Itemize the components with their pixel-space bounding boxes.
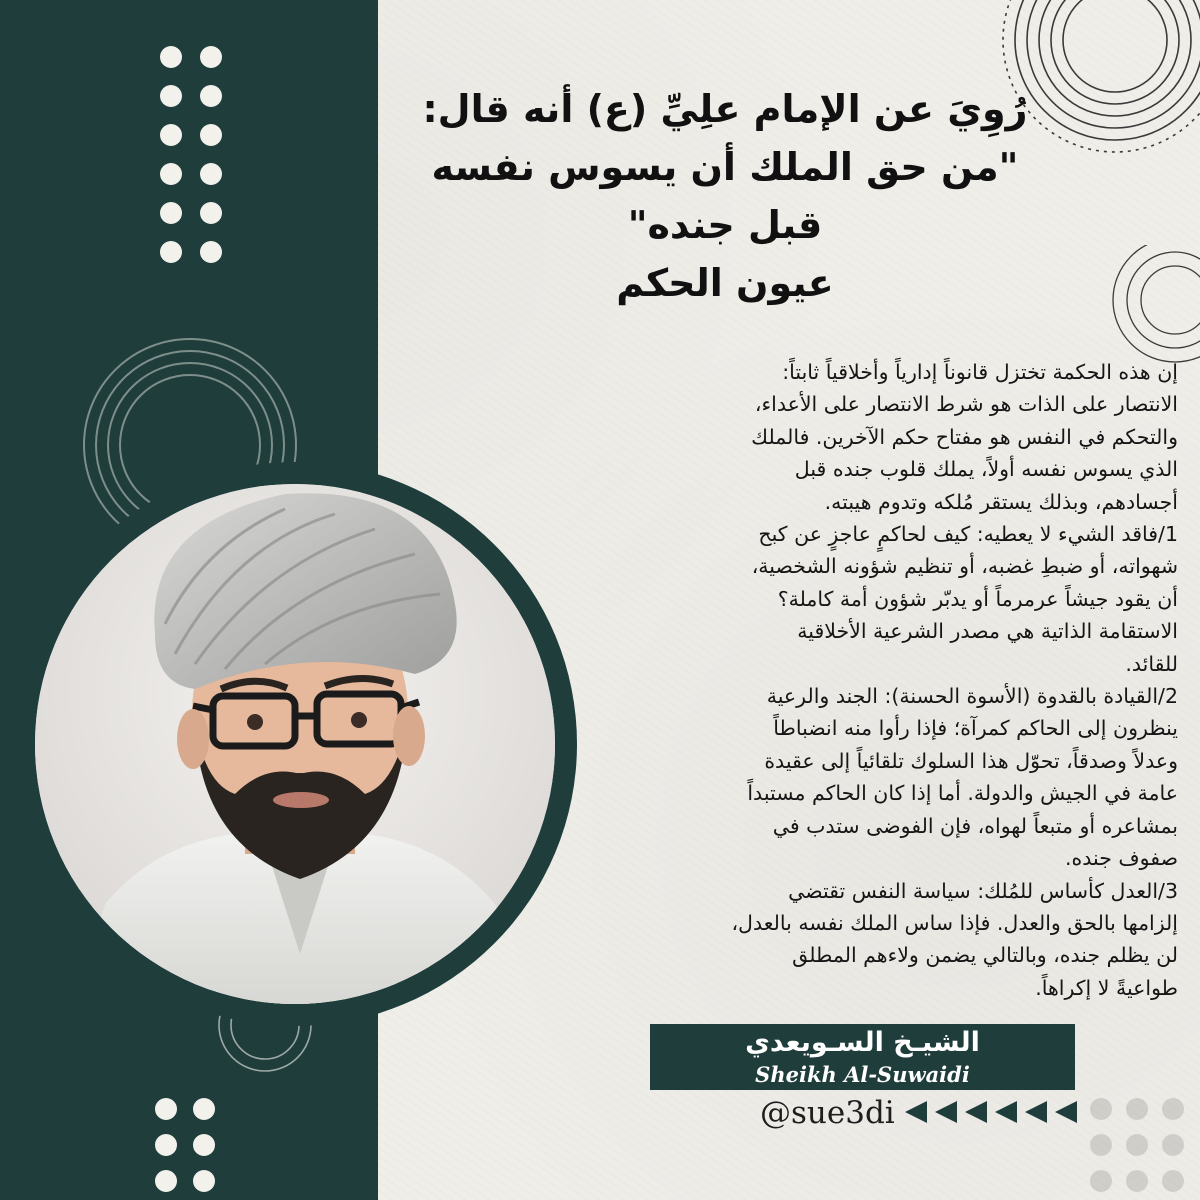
body-line: 2/القيادة بالقدوة (الأسوة الحسنة): الجند والرعية [766, 684, 1178, 709]
signature-box [650, 1024, 1075, 1090]
dot-grid-top [160, 46, 240, 266]
heading-line-4: عيون الحكم [616, 261, 834, 305]
body-line: صفوف جنده. [1064, 846, 1178, 871]
dot [200, 202, 222, 224]
dot [200, 46, 222, 68]
dot [1162, 1170, 1184, 1192]
arrow-row [905, 1097, 1080, 1127]
heading-line-3: قبل جنده" [627, 203, 823, 247]
dot-grid-bottom [155, 1098, 225, 1200]
dot [160, 46, 182, 68]
dot [160, 241, 182, 263]
body-line: شهواته، أو ضبطِ غضبه، أو تنظيم شؤونه الشخصية، [751, 554, 1178, 579]
dot [1090, 1170, 1112, 1192]
dot [160, 124, 182, 146]
dot [1126, 1134, 1148, 1156]
body-line: الذي يسوس نفسه أولاً، يملك قلوب جنده قبل [794, 457, 1178, 482]
dot [193, 1098, 215, 1120]
body-line: أجسادهم، وبذلك يستقر مُلكه وتدوم هيبته. [824, 489, 1178, 514]
body-line: إن هذه الحكمة تختزل قانوناً إدارياً وأخلاقياً ثابتاً: [782, 360, 1178, 384]
faint-dot-grid [1090, 1098, 1200, 1200]
dot [1090, 1098, 1112, 1120]
signature-english: Sheikh Al-Suwaidi [755, 1062, 970, 1087]
dot [193, 1134, 215, 1156]
portrait-frame [13, 462, 577, 1026]
dot [1090, 1134, 1112, 1156]
dot [200, 241, 222, 263]
heading-line-2: "من حق الملك أن يسوس نفسه [431, 145, 1019, 189]
dot [160, 163, 182, 185]
dot [200, 85, 222, 107]
body-line: لن يظلم جنده، وبالتالي يضمن ولاءهم المطلق [792, 943, 1178, 968]
left-triangle-icon [995, 1101, 1017, 1123]
body-line: والتحكم في النفس هو مفتاح حكم الآخرين. فالملك [751, 424, 1178, 449]
heading-line-1: رُوِيَ عن الإمام علِيِّ (ع) أنه قال: [422, 87, 1028, 131]
body-text [578, 356, 1178, 1004]
social-handle: @sue3di [760, 1095, 895, 1131]
body-line: طواعيةً لا إكراهاً. [1035, 975, 1178, 1000]
dot [1126, 1170, 1148, 1192]
body-line: إلزامها بالحق والعدل. فإذا ساس الملك نفسه بالعدل، [731, 910, 1178, 935]
dot [200, 124, 222, 146]
dot [200, 163, 222, 185]
body-line: عامة في الجيش والدولة. أما إذا كان الحاكم مستبداً [747, 781, 1178, 806]
left-triangle-icon [1025, 1101, 1047, 1123]
dot [193, 1170, 215, 1192]
dot [1162, 1098, 1184, 1120]
dot [1162, 1134, 1184, 1156]
dot [155, 1134, 177, 1156]
body-line: 3/العدل كأساس للمُلك: سياسة النفس تقتضي [788, 878, 1178, 903]
dot [155, 1098, 177, 1120]
body-line: أن يقود جيشاً عرمرماً أو يدبّر شؤون أمة كاملة؟ [777, 586, 1178, 611]
dot [155, 1170, 177, 1192]
body-line: للقائد. [1125, 651, 1178, 676]
quote-heading [340, 80, 1110, 312]
left-triangle-icon [965, 1101, 987, 1123]
body-line: الاستقامة الذاتية هي مصدر الشرعية الأخلاقية [797, 619, 1178, 644]
left-triangle-icon [905, 1101, 927, 1123]
body-line: وعدلاً وصدقاً، تحوّل هذا السلوك تلقائياً إلى عقيدة [764, 748, 1178, 773]
signature-arabic: الشيـخ السـويعدي [745, 1027, 980, 1058]
dot [160, 202, 182, 224]
left-triangle-icon [935, 1101, 957, 1123]
left-triangle-icon [1055, 1101, 1077, 1123]
body-line: ينظرون إلى الحاكم كمرآة؛ فإذا رأوا منه انضباطاً [773, 716, 1178, 741]
portrait-photo [35, 484, 555, 1004]
portrait-illustration [35, 484, 555, 1004]
body-line: 1/فاقد الشيء لا يعطيه: كيف لحاكمٍ عاجزٍ عن كبح [758, 522, 1178, 547]
dot [1126, 1098, 1148, 1120]
body-line: الانتصار على الذات هو شرط الانتصار على الأعداء، [754, 392, 1178, 417]
dot [160, 85, 182, 107]
body-line: بمشاعره أو متبعاً لهواه، فإن الفوضى ستدب في [772, 813, 1178, 838]
